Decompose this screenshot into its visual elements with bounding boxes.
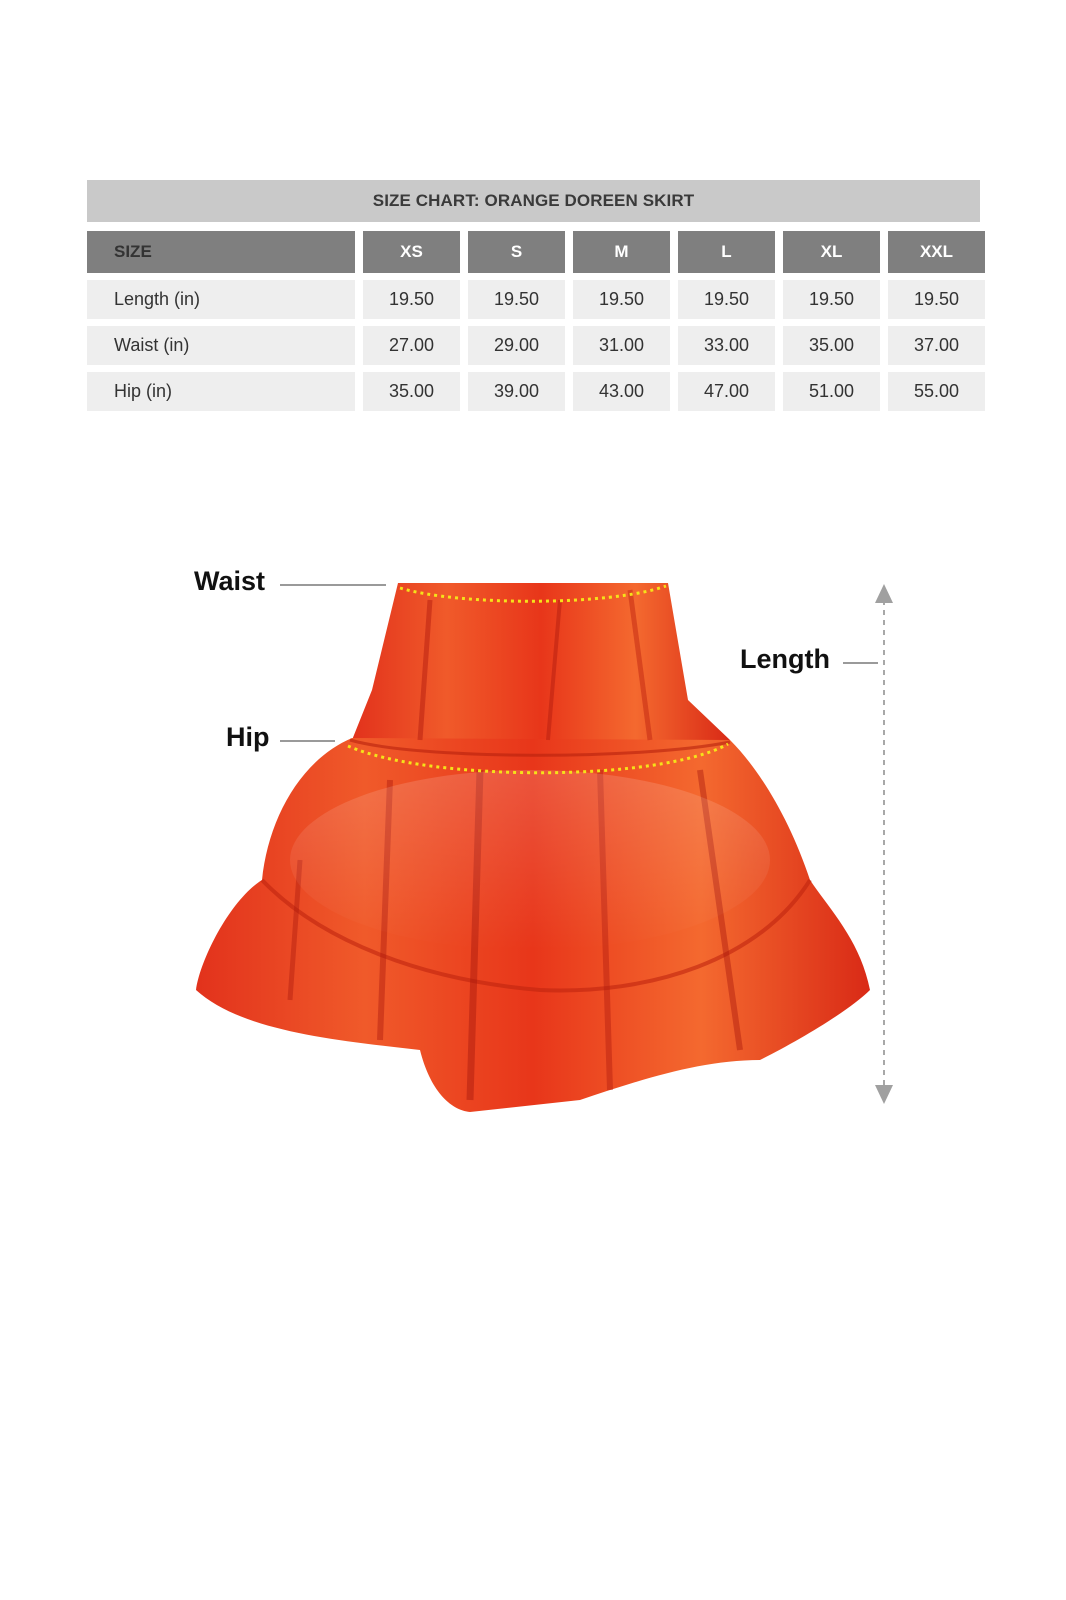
hip-value: 43.00 xyxy=(573,372,670,411)
waist-value: 31.00 xyxy=(573,326,670,365)
size-header-cell: XS xyxy=(363,231,460,273)
length-arrow-top-icon xyxy=(875,584,893,603)
waist-value: 33.00 xyxy=(678,326,775,365)
length-value: 19.50 xyxy=(363,280,460,319)
hip-value: 35.00 xyxy=(363,372,460,411)
length-value: 19.50 xyxy=(468,280,565,319)
length-value: 19.50 xyxy=(783,280,880,319)
length-value: 19.50 xyxy=(888,280,985,319)
hip-value: 55.00 xyxy=(888,372,985,411)
hip-value: 51.00 xyxy=(783,372,880,411)
waist-value: 37.00 xyxy=(888,326,985,365)
size-header-cell: L xyxy=(678,231,775,273)
size-chart-title: SIZE CHART: ORANGE DOREEN SKIRT xyxy=(87,180,980,222)
hip-label: Hip xyxy=(226,722,270,752)
size-header-cell: XXL xyxy=(888,231,985,273)
size-header-cell: M xyxy=(573,231,670,273)
length-arrow-bottom-icon xyxy=(875,1085,893,1104)
waist-label: Waist xyxy=(194,566,266,596)
row-label-waist: Waist (in) xyxy=(87,326,355,365)
row-label-hip: Hip (in) xyxy=(87,372,355,411)
size-header-cell: SIZE xyxy=(87,231,355,273)
hip-value: 39.00 xyxy=(468,372,565,411)
length-value: 19.50 xyxy=(573,280,670,319)
waist-value: 29.00 xyxy=(468,326,565,365)
size-header-cell: S xyxy=(468,231,565,273)
length-label: Length xyxy=(740,644,830,674)
hip-value: 47.00 xyxy=(678,372,775,411)
waist-value: 35.00 xyxy=(783,326,880,365)
waist-value: 27.00 xyxy=(363,326,460,365)
size-header-cell: XL xyxy=(783,231,880,273)
length-value: 19.50 xyxy=(678,280,775,319)
row-label-length: Length (in) xyxy=(87,280,355,319)
